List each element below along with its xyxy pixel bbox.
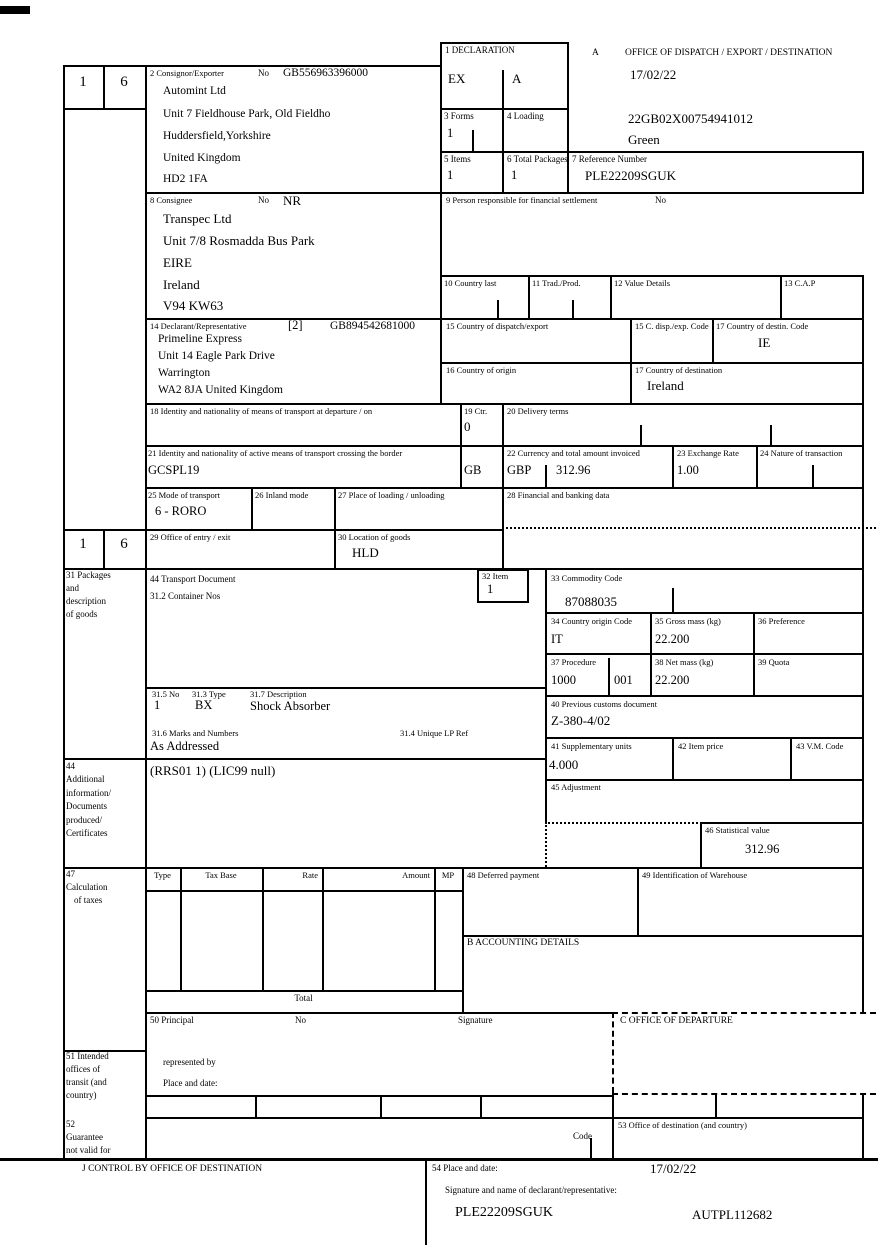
box50-signature-label: Signature [458, 1015, 493, 1025]
box2-address-line: Automint Ltd [163, 85, 226, 97]
divider [756, 445, 758, 487]
box34-label: 34 Country origin Code [551, 616, 632, 626]
dotted-divider [545, 822, 547, 867]
divider [180, 867, 182, 990]
box31-label-line: description [66, 596, 106, 606]
box34-value: IT [551, 632, 563, 646]
box2-address-line: Unit 7 Fieldhouse Park, Old Fieldho [163, 108, 331, 120]
box29-label: 29 Office of entry / exit [150, 532, 231, 542]
dashed-divider [612, 1012, 876, 1014]
divider [715, 1093, 717, 1117]
divider [672, 737, 674, 779]
divider [145, 403, 864, 405]
divider [612, 1093, 614, 1160]
box10-label: 10 Country last [444, 278, 497, 288]
box47-label-line: Calculation [66, 882, 108, 892]
box36-label: 36 Preference [758, 616, 805, 626]
box44-value: (RRS01 1) (LIC99 null) [150, 763, 276, 778]
box17-value: Ireland [647, 378, 684, 393]
box54-reference: PLE22209SGUK [455, 1205, 554, 1220]
divider [145, 318, 864, 320]
divider [545, 737, 864, 739]
box3-label: 3 Forms [444, 111, 474, 121]
box2-address-line: Huddersfield,Yorkshire [163, 130, 271, 142]
divider [637, 867, 639, 935]
divider [712, 318, 714, 362]
box51-label-line: country) [66, 1090, 97, 1100]
box4-label: 4 Loading [507, 111, 544, 121]
section-c-title: C OFFICE OF DEPARTURE [620, 1016, 733, 1026]
box44doc-label: 44 Transport Document [150, 574, 236, 584]
box9-label: 9 Person responsible for financial settlement [446, 195, 598, 205]
box45-label: 45 Adjustment [551, 782, 601, 792]
box46-label: 46 Statistical value [705, 825, 770, 835]
box31-label-line: of goods [66, 609, 98, 619]
box23-label: 23 Exchange Rate [677, 448, 739, 458]
section-a-letter: A [592, 48, 599, 58]
box31-3-value: BX [195, 698, 213, 712]
box50-place-label: Place and date: [163, 1078, 218, 1088]
divider [63, 65, 65, 1160]
box21-nationality: GB [464, 463, 482, 477]
box14-eori: GB894542681000 [330, 320, 415, 332]
box41-value: 4.000 [549, 757, 579, 772]
box2-address-line: United Kingdom [163, 152, 241, 164]
divider [462, 935, 864, 937]
divider [63, 568, 864, 570]
box8-address-line: Unit 7/8 Rosmadda Bus Park [163, 233, 315, 248]
box54-date: 17/02/22 [650, 1161, 697, 1176]
tick [572, 300, 574, 318]
box7-label: 7 Reference Number [572, 154, 647, 164]
tick [640, 425, 642, 445]
divider [502, 403, 504, 568]
box8-address-line: EIRE [163, 255, 192, 270]
box31-label-line: 31 Packages [66, 570, 111, 580]
box11-label: 11 Trad./Prod. [532, 278, 581, 288]
divider [440, 108, 569, 110]
box40-label: 40 Previous customs document [551, 699, 658, 709]
divider [322, 867, 324, 990]
box31-3-label: 31.3 Type [192, 689, 226, 699]
divider [780, 275, 782, 318]
divider [545, 568, 547, 822]
box5-label: 5 Items [444, 154, 471, 164]
divider [672, 445, 674, 487]
box18-label: 18 Identity and nationality of means of transport at departure / on [150, 406, 373, 416]
divider [610, 275, 612, 318]
box14-address-line: Warrington [158, 367, 211, 379]
divider [63, 108, 147, 110]
section-b-title: B ACCOUNTING DETAILS [467, 938, 580, 948]
box14-address-line: Primeline Express [158, 333, 242, 345]
box17-label: 17 Country of destination [635, 365, 723, 375]
box47-label-line: of taxes [74, 895, 103, 905]
divider [63, 758, 547, 760]
divider [700, 822, 702, 867]
box1-declaration-type: EX [448, 71, 466, 86]
dotted-divider [502, 527, 876, 529]
box37-label: 37 Procedure [551, 657, 597, 667]
box47-label-line: 47 [66, 869, 75, 879]
box8-eori: NR [283, 193, 302, 208]
box25-value: 6 - RORO [155, 504, 207, 518]
box9-no-label: No [655, 195, 666, 205]
box27-label: 27 Place of loading / unloading [338, 490, 445, 500]
divider [440, 362, 864, 364]
tick [545, 465, 547, 487]
box1-label: 1 DECLARATION [445, 45, 515, 55]
box54-authorisation: AUTPL112682 [692, 1207, 773, 1222]
divider [145, 1117, 864, 1119]
box37-value: 1000 [551, 673, 576, 687]
box24-label: 24 Nature of transaction [760, 448, 843, 458]
box20-label: 20 Delivery terms [507, 406, 569, 416]
tax-col-mp: MP [441, 870, 455, 880]
divider [145, 890, 464, 892]
tick [812, 465, 814, 487]
box2-label: 2 Consignor/Exporter [150, 68, 224, 78]
box14-label: 14 Declarant/Representative [150, 321, 247, 331]
divider [440, 42, 569, 44]
copy-number-6: 6 [120, 536, 128, 552]
box2-no-label: No [258, 68, 269, 78]
box8-address-line: Transpec Ltd [163, 211, 232, 226]
tax-col-rate: Rate [302, 870, 318, 880]
divider [425, 1160, 427, 1245]
box35-label: 35 Gross mass (kg) [655, 616, 721, 626]
section-a-date: 17/02/22 [630, 67, 677, 82]
section-a-routing: Green [628, 132, 660, 147]
box50-label: 50 Principal [150, 1015, 194, 1025]
box31-5-value: 1 [154, 698, 161, 712]
box48-label: 48 Deferred payment [467, 870, 540, 880]
box30-value: HLD [352, 545, 379, 560]
dashed-divider [612, 1012, 614, 1093]
box52-label-line: Guarantee [66, 1132, 103, 1142]
box38-label: 38 Net mass (kg) [655, 657, 714, 667]
box53-label: 53 Office of destination (and country) [618, 1120, 747, 1130]
box31-6-value: As Addressed [150, 739, 220, 753]
tick [770, 425, 772, 445]
box15a-label: 15 C. disp./exp. Code [635, 321, 709, 331]
box14-address-line: WA2 8JA United Kingdom [158, 384, 283, 396]
box8-no-label: No [258, 195, 269, 205]
section-a-title: OFFICE OF DISPATCH / EXPORT / DESTINATION [625, 48, 833, 58]
box19-label: 19 Ctr. [464, 406, 488, 416]
divider [434, 867, 436, 990]
box22-amount: 312.96 [556, 463, 591, 477]
box44-label-line: Certificates [66, 828, 108, 838]
divider [262, 867, 264, 990]
tax-col-taxbase: Tax Base [205, 870, 237, 880]
box35-value: 22.200 [655, 632, 690, 646]
divider [630, 318, 632, 403]
box6-label: 6 Total Packages [507, 154, 568, 164]
box13-label: 13 C.A.P [784, 278, 816, 288]
box31-7-value: Shock Absorber [250, 699, 331, 713]
box31-2-label: 31.2 Container Nos [150, 591, 221, 601]
box21-value: GCSPL19 [148, 463, 200, 477]
box37-value2: 001 [614, 673, 633, 687]
box14-address-line: Unit 14 Eagle Park Drive [158, 350, 275, 362]
box25-label: 25 Mode of transport [148, 490, 221, 500]
box17a-value: IE [758, 335, 771, 350]
divider [672, 588, 674, 612]
box31-4-label: 31.4 Unique LP Ref [400, 728, 469, 738]
box12-label: 12 Value Details [614, 278, 671, 288]
box46-value: 312.96 [745, 842, 780, 856]
box50-represented-label: represented by [163, 1057, 216, 1067]
divider [545, 653, 864, 655]
box33-label: 33 Commodity Code [551, 573, 623, 583]
divider [862, 151, 864, 192]
copy-number-6: 6 [120, 74, 128, 90]
divider [380, 1095, 382, 1117]
divider [255, 1095, 257, 1117]
divider [545, 779, 864, 781]
box19-value: 0 [464, 419, 471, 434]
box32-value: 1 [487, 582, 494, 596]
divider [528, 275, 530, 318]
box14-code: [2] [288, 318, 303, 332]
box1-declaration-proc: A [512, 71, 522, 86]
section-j-title: J CONTROL BY OFFICE OF DESTINATION [82, 1164, 263, 1174]
divider [63, 65, 442, 67]
tax-col-amount: Amount [402, 870, 430, 880]
copy-number-1: 1 [79, 74, 87, 90]
divider [145, 192, 864, 194]
box38-value: 22.200 [655, 673, 690, 687]
box43-label: 43 V.M. Code [796, 741, 844, 751]
box54-signature-label: Signature and name of declarant/representative: [445, 1185, 617, 1195]
box51-label-line: transit (and [66, 1077, 107, 1087]
box15-label: 15 Country of dispatch/export [446, 321, 549, 331]
divider [145, 1012, 614, 1014]
divider [440, 42, 442, 403]
divider [608, 658, 610, 695]
box49-label: 49 Identification of Warehouse [642, 870, 748, 880]
divider [251, 487, 253, 529]
divider [145, 990, 464, 992]
box41-label: 41 Supplementary units [551, 741, 632, 751]
divider [753, 612, 755, 695]
box39-label: 39 Quota [758, 657, 790, 667]
box8-label: 8 Consignee [150, 195, 193, 205]
box30-label: 30 Location of goods [338, 532, 411, 542]
tax-col-type: Type [154, 870, 171, 880]
tick [497, 300, 499, 318]
divider [63, 529, 147, 531]
box2-address-line: HD2 1FA [163, 173, 208, 185]
box54-label: 54 Place and date: [432, 1163, 498, 1173]
divider [545, 612, 864, 614]
box17a-label: 17 Country of destin. Code [716, 321, 809, 331]
box26-label: 26 Inland mode [255, 490, 309, 500]
box5-value: 1 [447, 168, 454, 182]
box3-value: 1 [447, 126, 454, 140]
box8-address-line: V94 KW63 [163, 298, 224, 313]
section-j-divider [0, 1158, 878, 1161]
box21-label: 21 Identity and nationality of active means of transport crossing the border [148, 448, 403, 458]
box31-7-label: 31.7 Description [250, 689, 307, 699]
box7-reference-number: PLE22209SGUK [585, 168, 677, 183]
divider [700, 822, 864, 824]
box50-no-label: No [295, 1015, 306, 1025]
box44-label-line: 44 [66, 761, 75, 771]
box23-value: 1.00 [677, 463, 699, 477]
box2-eori: GB556963396000 [283, 67, 368, 79]
box8-address-line: Ireland [163, 277, 200, 292]
box31-5-label: 31.5 No [152, 689, 180, 699]
box31-label-line: and [66, 583, 79, 593]
divider [480, 1095, 482, 1117]
dashed-divider [612, 1093, 876, 1095]
box22-label: 22 Currency and total amount invoiced [507, 448, 640, 458]
box42-label: 42 Item price [678, 741, 724, 751]
box52-label-line: 52 [66, 1119, 75, 1129]
box22-currency: GBP [507, 463, 532, 477]
divider [862, 275, 864, 1012]
box28-label: 28 Financial and banking data [507, 490, 610, 500]
divider [145, 529, 504, 531]
box51-label-line: 51 Intended [66, 1051, 109, 1061]
box16-label: 16 Country of origin [446, 365, 517, 375]
divider [650, 612, 652, 695]
divider [502, 70, 504, 192]
box44-label-line: information/ [66, 788, 111, 798]
corner-registration-mark [0, 6, 30, 14]
box44-label-line: Documents [66, 801, 107, 811]
tax-total-label: Total [294, 993, 313, 1003]
divider [462, 867, 464, 1012]
box52-code-label: Code [573, 1131, 592, 1141]
dotted-divider [545, 822, 702, 824]
divider [440, 275, 864, 277]
box40-value: Z-380-4/02 [551, 713, 611, 728]
tick [472, 130, 474, 151]
divider [790, 737, 792, 779]
box51-label-line: offices of [66, 1064, 101, 1074]
box32-label: 32 Item [482, 571, 509, 581]
box44-label-line: Additional [66, 774, 105, 784]
section-a-mrn: 22GB02X00754941012 [628, 111, 753, 126]
divider [460, 403, 462, 487]
box33-value: 87088035 [565, 594, 617, 609]
box31-6-label: 31.6 Marks and Numbers [152, 728, 239, 738]
divider [545, 695, 864, 697]
divider [334, 487, 336, 568]
divider [862, 1095, 864, 1160]
box52-label-line: not valid for [66, 1145, 111, 1155]
copy-number-1: 1 [79, 536, 87, 552]
box6-value: 1 [511, 168, 518, 182]
box44-label-line: produced/ [66, 815, 102, 825]
divider [567, 42, 569, 192]
